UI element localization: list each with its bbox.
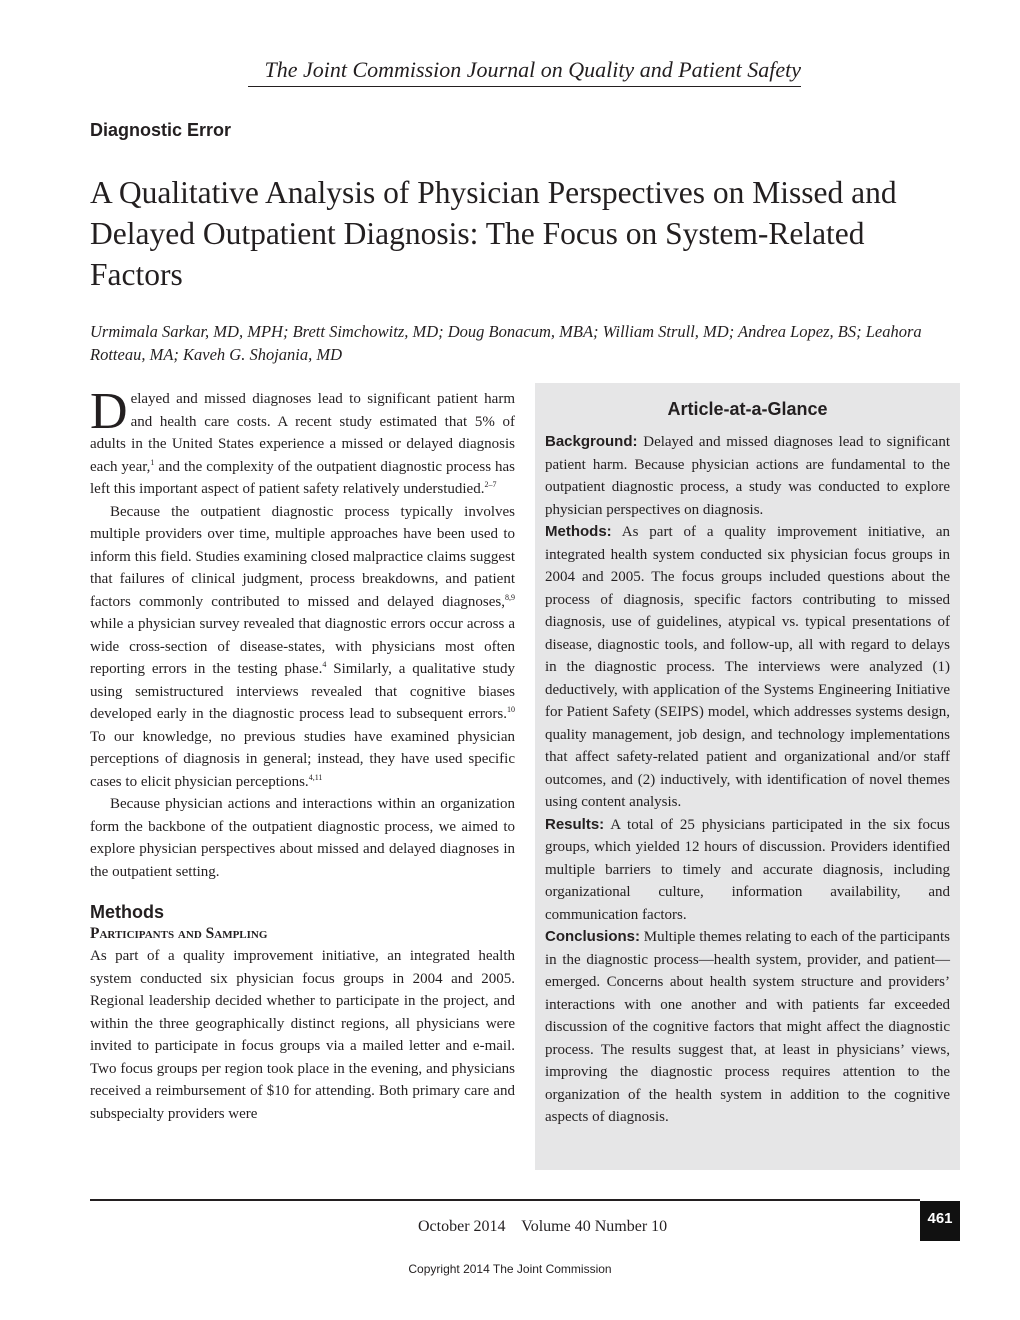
- glance-title: Article-at-a-Glance: [667, 399, 828, 419]
- citation-ref: 2–7: [484, 480, 497, 489]
- intro-p1-text-b: and the complexity of the outpatient diagnostic process has left this important aspect of patient safety relatively understudied.: [90, 458, 515, 497]
- methods-heading: Methods: [90, 902, 164, 922]
- glance-methods-text: As part of a quality improvement initiative, an integrated health system conducted six physician focus groups in 2004 and 2005. The focus groups included questions about the process of diagnosis, specific factors contributing to missed diagnosis, use of guidelines, atypical vs. typical presentations of disease, diagnostic tools, and follow-up, all with regard to delays in the diagnostic process. The interviews were analyzed (1) deductively, with application of the Systems Engineering Initiative for Patient Safety (SEIPS) model, which addresses systems design, quality management, job design, and technology implementations that affect safety-related patient and organizational and/or staff outcomes, and (2) inductively, with identification of novel themes using content analysis.: [545, 524, 950, 810]
- glance-results: [545, 814, 950, 927]
- glance-methods: [545, 521, 950, 814]
- glance-background-label: Background:: [545, 433, 638, 450]
- intro-p2-text-b: while a physician survey revealed that diagnostic errors occur across a wide cross-section of disease-states, with physicians most often reporting errors in the testing phase.: [90, 616, 515, 677]
- article-title: A Qualitative Analysis of Physician Perspectives on Missed and Delayed Outpatient Diagnosis: The Focus on System-Related Factors: [90, 175, 897, 292]
- copyright-notice: Copyright 2014 The Joint Commission: [408, 1262, 612, 1276]
- glance-conclusions-label: Conclusions:: [545, 928, 641, 945]
- drop-cap: D: [90, 383, 128, 440]
- methods-paragraph-1: As part of a quality improvement initiative, an integrated health system conducted six physician focus groups in 2004 and 2005. Regional leadership decided whether to participate in the project, and within the three geographically distinct regions, all physicians were invited to participate in focus groups via a mailed letter and e-mail. Two focus groups per region took place in the evening, and physicians received a reimbursement of $10 for attending. Both primary care and subspecialty providers were: [90, 948, 515, 1122]
- body-left-column: [90, 383, 515, 1125]
- glance-methods-label: Methods:: [545, 523, 612, 540]
- glance-results-text: A total of 25 physicians participated in the six focus groups, which yielded 12 hours of discussion. Providers identified multiple barriers to timely and accurate diagnosis, including organizational culture, information availability, and communication factors.: [545, 816, 950, 923]
- citation-ref: 4: [322, 660, 327, 669]
- glance-body: [545, 431, 950, 1129]
- citation-ref: 1: [150, 457, 155, 467]
- glance-conclusions-text: Multiple themes relating to each of the participants in the diagnostic process—health system, provider, and patient—emerged. Concerns about health system structure and providers’ interactions with one another and with patients far exceeded discussion of the cognitive factors that might affect the diagnostic process. The results suggest that, at least in physicians’ views, improving the diagnostic process requires attention to the organization of the health system in addition to the cognitive aspects of diagnosis.: [545, 929, 950, 1125]
- sampling-subheading: Participants and Sampling: [90, 925, 268, 942]
- glance-background: [545, 431, 950, 521]
- footer-rule: [90, 1199, 920, 1201]
- citation-ref: 8,9: [505, 592, 515, 602]
- intro-paragraph-2: [90, 501, 515, 794]
- intro-p2-text-c: Similarly, a qualitative study using semistructured interviews revealed that cognitive biases developed early in the diagnostic process lead to subsequent errors.: [90, 661, 515, 722]
- citation-ref: 10: [507, 705, 515, 714]
- glance-background-text: Delayed and missed diagnoses lead to significant patient harm. Because physician actions are fundamental to the outpatient diagnostic process, a study was conducted to explore physician perspectives on diagnosis.: [545, 434, 950, 518]
- journal-header: The Joint Commission Journal on Quality and Patient Safety: [248, 56, 801, 87]
- section-label: Diagnostic Error: [90, 120, 232, 140]
- intro-paragraph-1: [90, 383, 515, 501]
- page-number: 461: [920, 1201, 960, 1241]
- intro-p1-text-a: elayed and missed diagnoses lead to significant patient harm and health care costs. A recent study estimated that 5% of adults in the United States experience a missed or delayed diagnosis each year,: [90, 391, 515, 475]
- glance-conclusions: [545, 926, 950, 1129]
- intro-p2-text-a: Because the outpatient diagnostic process typically involves multiple providers over time, multiple approaches have been used to inform this field. Studies examining closed malpractice claims suggest that failures of clinical judgment, process breakdowns, and patient factors commonly contributed to missed and delayed diagnoses,: [90, 503, 515, 610]
- intro-paragraph-3: Because physician actions and interactions within an organization form the backbone of the outpatient diagnostic process, we aimed to explore physician perspectives about missed and delayed diagnoses in the outpatient setting.: [90, 796, 515, 880]
- intro-p2-text-d: To our knowledge, no previous studies have examined physician perceptions of diagnosis in general; instead, they have used specific cases to elicit physician perceptions.: [90, 728, 515, 790]
- article-at-a-glance-box: [535, 383, 960, 1170]
- glance-results-label: Results:: [545, 815, 605, 833]
- author-list: Urmimala Sarkar, MD, MPH; Brett Simchowitz, MD; Doug Bonacum, MBA; William Strull, MD; Andrea Lopez, BS; Leahora Rotteau, MA; Kaveh G. Shojania, MD: [90, 322, 922, 364]
- footer-issue-info: October 2014 Volume 40 Number 10: [418, 1218, 668, 1235]
- citation-ref: 4,11: [308, 772, 323, 782]
